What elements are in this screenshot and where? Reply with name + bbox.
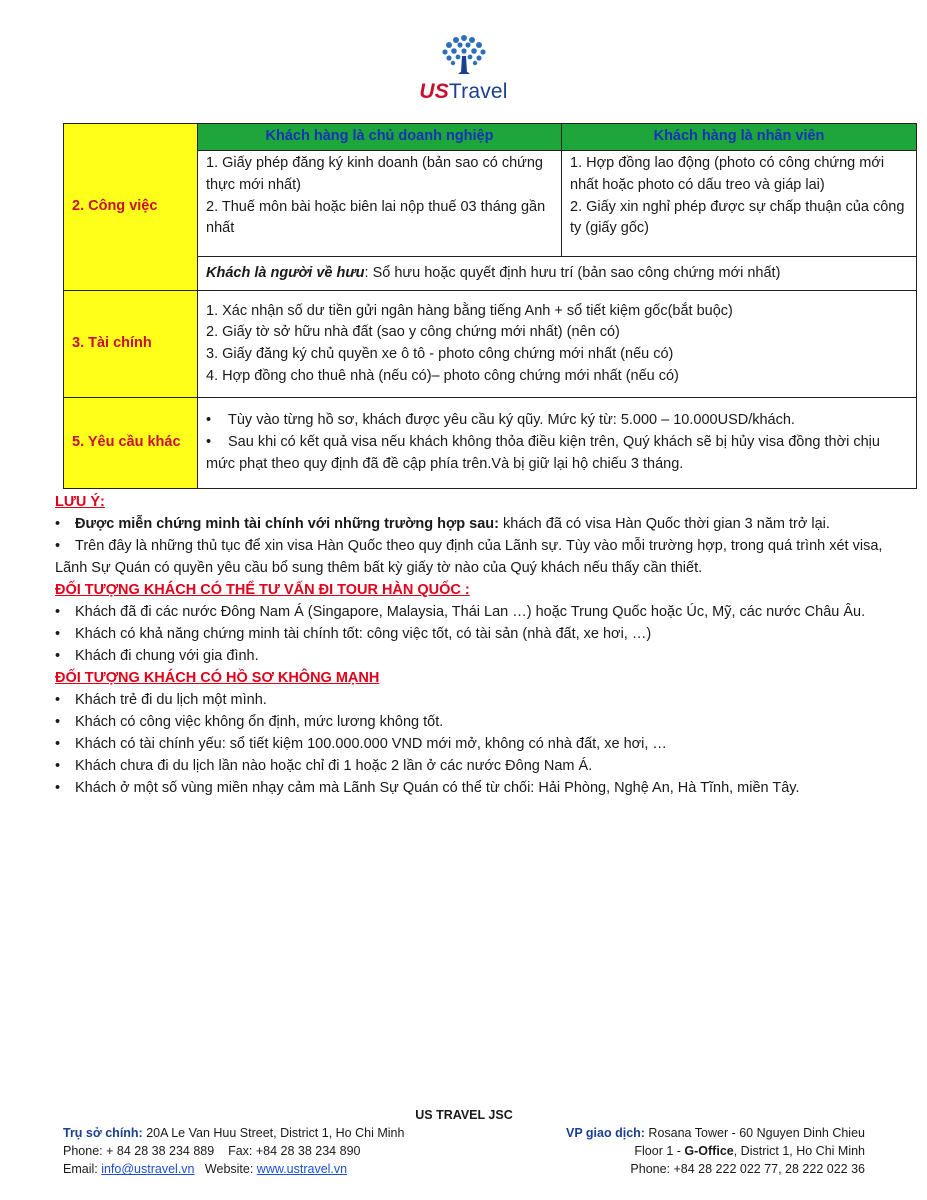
bullet-icon: • xyxy=(55,604,61,621)
header-employee: Khách hàng là nhân viên xyxy=(562,124,917,151)
weak-text: Khách chưa đi du lịch lần nào hoặc chỉ đi 1 hoặc 2 lần ở các nước Đông Nam Á. xyxy=(75,758,593,775)
owner-item: 2. Thuế môn bài hoặc biên lai nộp thuế 03 tháng gần nhất xyxy=(206,198,546,237)
email-label: Email: xyxy=(63,1162,102,1177)
email-link[interactable]: info@ustravel.vn xyxy=(101,1162,195,1177)
bullet-icon: • xyxy=(55,626,61,643)
office-floor-bold: G-Office xyxy=(684,1144,734,1159)
bullet-icon: • xyxy=(55,516,61,533)
weak-text: Khách có công việc không ổn định, mức lương không tốt. xyxy=(75,714,444,731)
owner-item: 1. Giấy phép đăng ký kinh doanh (bản sao có chứng thực mới nhất) xyxy=(206,155,543,193)
requirements-table xyxy=(63,123,917,489)
weak-item xyxy=(55,711,885,733)
employee-documents xyxy=(562,151,917,257)
suitable-item xyxy=(55,645,885,667)
office-floor-pre: Floor 1 - xyxy=(634,1144,685,1159)
logo-us: US xyxy=(419,80,449,103)
suitable-text: Khách có khả năng chứng minh tài chính tốt: công việc tốt, có tài sản (nhà đất, xe hơi, …) xyxy=(75,626,652,643)
tree-icon xyxy=(440,32,488,78)
website-link[interactable]: www.ustravel.vn xyxy=(256,1162,348,1177)
hq-phone: Phone: + 84 28 38 234 889 Fax: +84 28 38 234 890 xyxy=(63,1144,361,1159)
weak-item xyxy=(55,689,885,711)
bullet-icon: • xyxy=(206,412,212,429)
suitable-item xyxy=(55,601,885,623)
other-item xyxy=(206,410,908,432)
finance-item: 1. Xác nhận số dư tiền gửi ngân hàng bằng tiếng Anh + sổ tiết kiệm gốc(bắt buộc) xyxy=(206,302,733,319)
other-requirements xyxy=(198,398,917,489)
bullet-icon: • xyxy=(55,758,61,775)
note-text: khách đã có visa Hàn Quốc thời gian 3 năm trở lại. xyxy=(499,516,830,533)
finance-item: 2. Giấy tờ sở hữu nhà đất (sao y công chứng mới nhất) (nên có) xyxy=(206,324,620,341)
office-label: VP giao dịch: xyxy=(566,1126,645,1141)
retired-row xyxy=(198,257,917,291)
suitable-heading: ĐỐI TƯỢNG KHÁCH CÓ THỂ TƯ VẤN ĐI TOUR HÀN QUỐC : xyxy=(55,582,470,599)
bullet-icon: • xyxy=(55,736,61,753)
office-floor-post: , District 1, Ho Chi Minh xyxy=(733,1144,865,1159)
other-item xyxy=(206,432,908,476)
note-item xyxy=(55,535,885,579)
header-owner: Khách hàng là chủ doanh nghiệp xyxy=(198,124,562,151)
bullet-icon: • xyxy=(206,434,212,451)
weak-text: Khách trẻ đi du lịch một mình. xyxy=(75,692,267,709)
note-heading: LƯU Ý: xyxy=(55,494,105,510)
other-item-text: Tùy vào từng hồ sơ, khách được yêu cầu ký qũy. Mức ký từ: 5.000 – 10.000USD/khách. xyxy=(228,412,795,429)
notes-section xyxy=(55,491,885,799)
hq-address: 20A Le Van Huu Street, District 1, Ho Chi Minh xyxy=(142,1126,405,1141)
weak-item xyxy=(55,755,885,777)
note-item xyxy=(55,513,885,535)
weak-text: Khách ở một số vùng miền nhạy cảm mà Lãnh Sự Quán có thể từ chối: Hải Phòng, Nghệ An, Hà Tĩnh, miền Tây. xyxy=(75,780,800,797)
weak-text: Khách có tài chính yếu: sổ tiết kiệm 100.000.000 VND mới mở, không có nhà đất, xe hơi, … xyxy=(75,736,667,753)
bullet-icon: • xyxy=(55,648,61,665)
row-label-other: 5. Yêu cầu khác xyxy=(64,398,198,489)
hq-label: Trụ sở chính: xyxy=(63,1126,143,1141)
owner-documents xyxy=(198,151,562,257)
bullet-icon: • xyxy=(55,538,61,555)
note-bold: Được miễn chứng minh tài chính với những trường hợp sau: xyxy=(75,516,499,533)
finance-documents xyxy=(198,291,917,398)
website-label: Website: xyxy=(194,1162,257,1177)
suitable-item xyxy=(55,623,885,645)
logo-travel: Travel xyxy=(448,80,508,103)
retired-label: Khách là người về hưu xyxy=(206,264,365,281)
row-label-finance: 3. Tài chính xyxy=(64,291,198,398)
weak-item xyxy=(55,777,885,799)
employee-item: 2. Giấy xin nghỉ phép được sự chấp thuận của công ty (giấy gốc) xyxy=(570,198,905,237)
office-phone: Phone: +84 28 222 022 77, 28 222 022 36 xyxy=(630,1162,865,1177)
page-footer xyxy=(63,1106,865,1179)
weak-item xyxy=(55,733,885,755)
office-address: Rosana Tower - 60 Nguyen Dinh Chieu xyxy=(644,1126,865,1141)
retired-text: : Sổ hưu hoặc quyết định hưu trí (bản sao công chứng mới nhất) xyxy=(364,264,781,281)
suitable-text: Khách đi chung với gia đình. xyxy=(75,648,259,665)
footer-head-office xyxy=(63,1124,404,1178)
weak-heading: ĐỐI TƯỢNG KHÁCH CÓ HỒ SƠ KHÔNG MẠNH xyxy=(55,670,380,687)
row-label-work: 2. Công việc xyxy=(64,124,198,291)
footer-company: US TRAVEL JSC xyxy=(415,1108,513,1122)
other-item-text: Sau khi có kết quả visa nếu khách không thỏa điều kiện trên, Quý khách sẽ bị hủy visa đồng thời chịu mức phạt theo quy định đã đề cập phía trên.Và bị giữ lại hộ chiếu 3 tháng. xyxy=(206,434,880,472)
note-text: Trên đây là những thủ tục để xin visa Hàn Quốc theo quy định của Lãnh sự. Tùy vào mỗi trường hợp, trong quá trình xét visa, Lãnh Sự Quán có quyền yêu cầu bổ sung thêm bất kỳ giấy tờ nào của Quý khách nếu thấy cần thiết. xyxy=(55,538,883,577)
finance-item: 4. Hợp đồng cho thuê nhà (nếu có)– photo công chứng mới nhất (nếu có) xyxy=(206,367,679,384)
footer-trading-office xyxy=(566,1124,865,1178)
bullet-icon: • xyxy=(55,692,61,709)
employee-item: 1. Hợp đồng lao động (photo có công chứng mới nhất hoặc photo có dấu treo và giáp lai) xyxy=(570,155,885,193)
bullet-icon: • xyxy=(55,714,61,731)
suitable-text: Khách đã đi các nước Đông Nam Á (Singapore, Malaysia, Thái Lan …) hoặc Trung Quốc hoặc Úc, Mỹ, các nước Châu Âu. xyxy=(75,604,866,621)
company-logo xyxy=(0,32,927,108)
bullet-icon: • xyxy=(55,780,61,797)
finance-item: 3. Giấy đăng ký chủ quyền xe ô tô - photo công chứng mới nhất (nếu có) xyxy=(206,346,674,362)
